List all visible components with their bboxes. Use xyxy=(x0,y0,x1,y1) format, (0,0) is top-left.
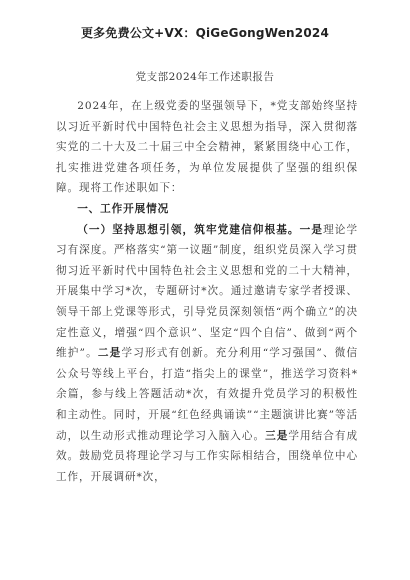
subsection-paragraph xyxy=(56,220,358,488)
point-lead: 一是 xyxy=(299,223,324,236)
document-title: 党支部2024年工作述职报告 xyxy=(135,71,275,83)
watermark-header: 更多免费公文+VX：QiGeGongWen2024 xyxy=(80,26,329,40)
point-text: 学用结合有成效。鼓励党员将理论学习与工作实际相结合，围绕单位中心工作，开展调研*次， xyxy=(56,429,358,483)
subsection-heading: （一）坚持思想引领，筑牢党建信仰根基。 xyxy=(77,223,300,236)
point-lead: 二是 xyxy=(97,347,122,360)
point-text: 学习形式有创新。充分利用“学习强国”、微信公众号等线上平台，打造“指尖上的课堂”，推送学习资料*余篇，参与线上答题活动*次，有效提升党员学习的积极性和主动性。同时，开展“红色经典诵读”“主题演讲比赛”等活动，以生动形式推动理论学习入脑入心。 xyxy=(56,347,358,442)
intro-paragraph: 2024年，在上级党委的坚强领导下，*党支部始终坚持以习近平新时代中国特色社会主义思想为指导，深入贯彻落实党的二十大及二十届三中全会精神，紧紧围绕中心工作，扎实推进党建各项任务，为单位发展提供了坚强的组织保障。现将工作述职如下： xyxy=(56,100,358,195)
point-lead: 三是 xyxy=(265,429,289,442)
point-text: 理论学习有深度。严格落实“第一议题”制度，组织党员深入学习贯彻习近平新时代中国特色社会主义思想和党的二十大精神，开展集中学习*次，专题研讨*次。通过邀请专家学者授课、领导干部上党课等形式，引导党员深刻领悟“两个确立”的决定性意义，增强“四个意识”、坚定“四个自信”、做到“两个维护”。 xyxy=(56,223,358,360)
section-heading: 一、工作开展情况 xyxy=(77,202,170,215)
document-body xyxy=(56,96,358,487)
